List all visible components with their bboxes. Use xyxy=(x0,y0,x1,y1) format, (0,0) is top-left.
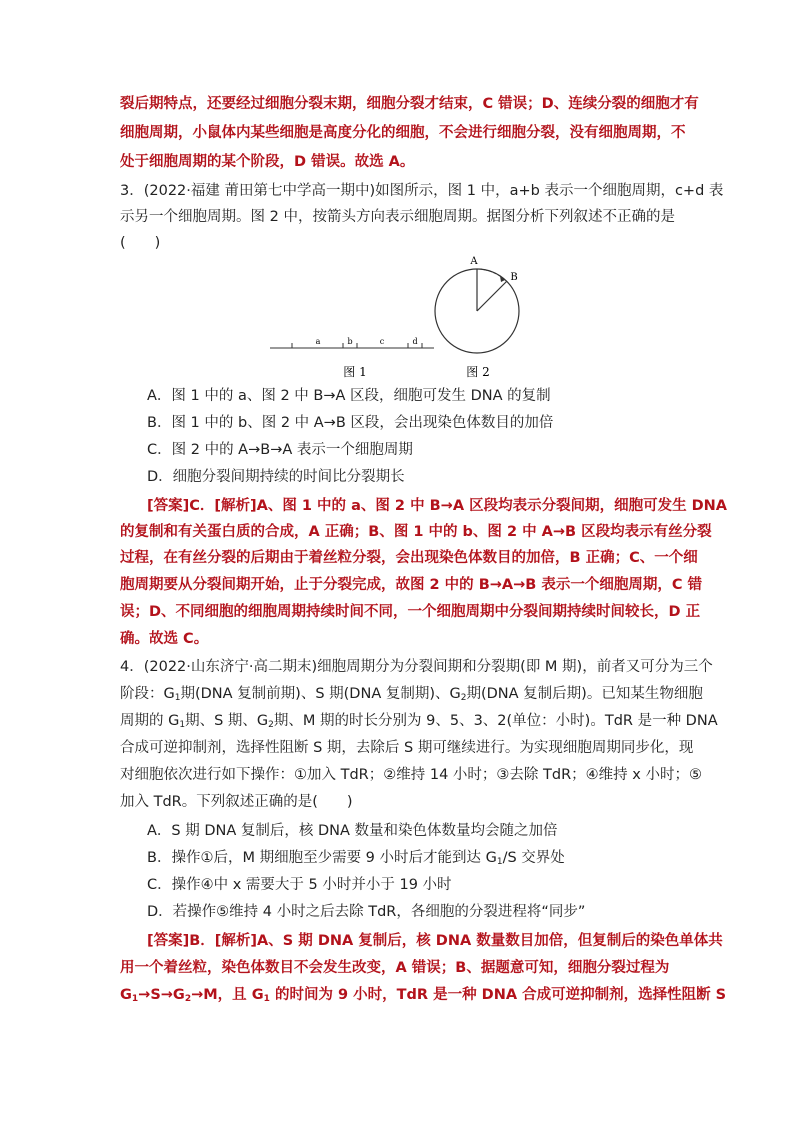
text-run: B．操作①后，M 期细胞至少需要 9 小时后才能到达 G xyxy=(147,850,497,866)
text-run: 阶段：G xyxy=(120,686,175,702)
option-a: A．图 1 中的 a、图 2 中 B→A 区段，细胞可发生 DNA 的复制 xyxy=(147,388,551,404)
segment-a-label: a xyxy=(315,337,321,346)
text-run: G xyxy=(120,987,132,1003)
answer-3-line: 误；D、不同细胞的细胞周期持续时间不同，一个细胞周期中分裂间期持续时间较长，D 正 xyxy=(120,604,701,620)
question-4-stem xyxy=(120,684,703,704)
subscript: 1 xyxy=(496,857,503,867)
question-3-stem: 3．(2022·福建 莆田第七中学高一期中)如图所示，图 1 中，a+b 表示一个细胞周期，c+d 表 xyxy=(120,183,724,199)
answer-3-line: 确。故选 C。 xyxy=(120,631,209,647)
option-c: C．图 2 中的 A→B→A 表示一个细胞周期 xyxy=(147,442,413,458)
option-c: C．操作④中 x 需要大于 5 小时并小于 19 小时 xyxy=(147,877,452,893)
option-d: D．细胞分裂间期持续的时间比分裂期长 xyxy=(147,469,405,485)
answer-4-line xyxy=(120,985,726,1005)
text-run: 期(DNA 复制后期)。已知某生物细胞 xyxy=(466,686,703,702)
subscript: 1 xyxy=(179,720,186,730)
text-run: /S 交界处 xyxy=(502,850,565,866)
answer-continuation-line: 裂后期特点，还要经过细胞分裂末期，细胞分裂才结束，C 错误；D、连续分裂的细胞才有 xyxy=(120,96,699,112)
cell-cycle-figure xyxy=(258,252,528,382)
answer-3-line: 过程，在有丝分裂的后期由于着丝粒分裂，会出现染色体数目的加倍，B 正确；C、一个细 xyxy=(120,550,698,566)
text-run: 周期的 G xyxy=(120,713,180,729)
text-run: 期(DNA 复制前期)、S 期(DNA 复制期)、G xyxy=(180,686,461,702)
subscript: 2 xyxy=(184,994,192,1004)
question-3-stem: 示另一个细胞周期。图 2 中，按箭头方向表示细胞周期。据图分析下列叙述不正确的是 xyxy=(120,209,675,225)
segment-b-label: b xyxy=(347,337,353,346)
subscript: 1 xyxy=(174,693,181,703)
subscript: 1 xyxy=(131,994,139,1004)
answer-4-line: 用一个着丝粒，染色体数目不会发生改变，A 错误；B、据题意可知，细胞分裂过程为 xyxy=(120,960,670,976)
figure-1-line-diagram xyxy=(270,337,434,379)
answer-continuation-line: 细胞周期，小鼠体内某些细胞是高度分化的细胞，不会进行细胞分裂，没有细胞周期，不 xyxy=(120,125,686,141)
figure-1-caption: 图 1 xyxy=(343,365,367,379)
question-4-stem: 合成可逆抑制剂，选择性阻断 S 期，去除后 S 期可继续进行。为实现细胞周期同步化，现 xyxy=(120,740,694,756)
subscript: 1 xyxy=(263,994,270,1004)
text-run: →S→G xyxy=(138,987,185,1003)
text-run: 期、M 期的时长分别为 9、5、3、2(单位：小时)。TdR 是一种 DNA xyxy=(273,713,718,729)
question-4-stem xyxy=(120,711,718,731)
question-3-blank: ( ) xyxy=(120,235,161,251)
text-run: →M，且 G xyxy=(191,987,264,1003)
subscript: 2 xyxy=(268,720,274,730)
segment-d-label: d xyxy=(412,337,418,346)
point-a-label: A xyxy=(470,256,478,267)
figure-2-circle-diagram xyxy=(435,256,519,379)
question-4-stem: 4．(2022·山东济宁·高二期末)细胞周期分为分裂间期和分裂期(即 M 期)，前者又可分为三个 xyxy=(120,659,713,675)
text-run: 期、S 期、G xyxy=(185,713,269,729)
answer-4-line: [答案]B．[解析]A、S 期 DNA 复制后，核 DNA 数量数目加倍，但复制后的染色单体共 xyxy=(147,933,723,949)
option-b xyxy=(147,848,565,868)
option-d: D．若操作⑤维持 4 小时之后去除 TdR，各细胞的分裂进程将“同步” xyxy=(147,904,586,920)
answer-3-line: [答案]C．[解析]A、图 1 中的 a、图 2 中 B→A 区段均表示分裂间期，细胞可发生 DNA xyxy=(147,498,728,514)
question-4-stem: 加入 TdR。下列叙述正确的是( ) xyxy=(120,794,353,810)
text-run: 的时间为 9 小时，TdR 是一种 DNA 合成可逆抑制剂，选择性阻断 S xyxy=(269,987,727,1003)
question-4-stem: 对细胞依次进行如下操作：①加入 TdR；②维持 14 小时；③去除 TdR；④维持 x 小时；⑤ xyxy=(120,767,702,783)
option-a: A．S 期 DNA 复制后，核 DNA 数量和染色体数量均会随之加倍 xyxy=(147,823,558,839)
point-b-label: B xyxy=(510,272,518,283)
figure-2-caption: 图 2 xyxy=(466,365,490,379)
subscript: 2 xyxy=(460,693,467,703)
answer-3-line: 胞周期要从分裂间期开始，止于分裂完成，故图 2 中的 B→A→B 表示一个细胞周期，C 错 xyxy=(120,577,703,593)
answer-3-line: 的复制和有关蛋白质的合成，A 正确；B、图 1 中的 b、图 2 中 A→B 区段均表示有丝分裂 xyxy=(120,524,712,540)
answer-continuation-line: 处于细胞周期的某个阶段，D 错误。故选 A。 xyxy=(120,154,415,170)
option-b: B．图 1 中的 b、图 2 中 A→B 区段，会出现染色体数目的加倍 xyxy=(147,415,554,431)
segment-c-label: c xyxy=(379,337,385,346)
